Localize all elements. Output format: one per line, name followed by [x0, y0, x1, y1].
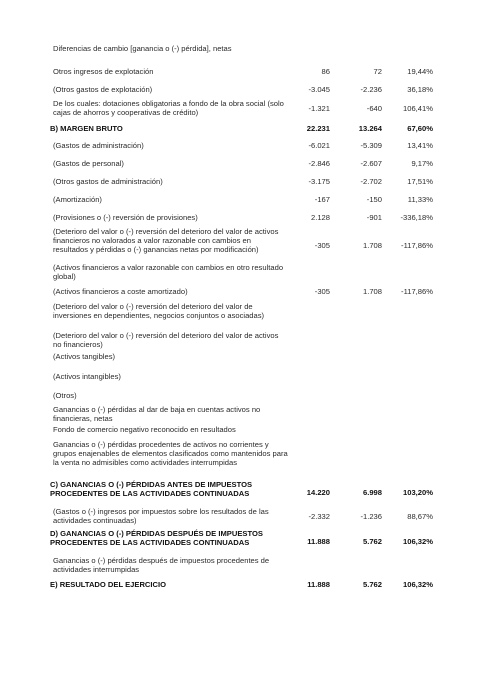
row-label: D) GANANCIAS O (-) PÉRDIDAS DESPUÉS DE IMPUESTOS PROCEDENTES DE LAS ACTIVIDADES CONTINUADAS [50, 529, 263, 547]
row-label: Ganancias o (-) pérdidas al dar de baja en cuentas activos no financieras, netas [53, 405, 261, 423]
value-current-year: 14.220 [306, 488, 330, 497]
row-label: E) RESULTADO DEL EJERCICIO [50, 580, 167, 589]
row-label: Ganancias o (-) pérdidas procedentes de activos no corrientes y grupos enajenables de elementos clasificados como mantenidos para la venta no admisibles como actividades interrumpidas [53, 440, 288, 467]
row-label: (Otros gastos de administración) [53, 177, 163, 186]
row-label: (Otros gastos de explotación) [53, 85, 153, 94]
row-label: (Gastos o (-) ingresos por impuestos sobre los resultados de las actividades continuadas) [53, 507, 269, 525]
row-label: De los cuales: dotaciones obligatorias a fondo de la obra social (solo cajas de ahorros y cooperativas de crédito) [53, 99, 284, 117]
value-current-year: -2.332 [308, 512, 330, 521]
row-label: (Gastos de personal) [53, 159, 124, 168]
row-label: (Amortización) [53, 195, 102, 204]
value-previous-year: -640 [366, 104, 382, 113]
value-current-year: -167 [314, 195, 330, 204]
row-label: (Activos financieros a valor razonable con cambios en otro resultado global) [53, 263, 284, 281]
value-variation: 36,18% [407, 85, 433, 94]
row-label: (Gastos de administración) [53, 141, 144, 150]
value-current-year: -1.321 [308, 104, 330, 113]
value-previous-year: 1.708 [362, 241, 382, 250]
value-previous-year: -5.309 [360, 141, 382, 150]
value-current-year: -305 [314, 287, 330, 296]
value-previous-year: 5.762 [362, 537, 382, 546]
value-variation: 106,32% [403, 580, 433, 589]
value-previous-year: -2.607 [360, 159, 382, 168]
value-previous-year: -901 [366, 213, 382, 222]
value-previous-year: 6.998 [362, 488, 382, 497]
value-previous-year: 72 [373, 67, 382, 76]
value-current-year: 2.128 [310, 213, 330, 222]
value-previous-year: -1.236 [360, 512, 382, 521]
value-variation: 106,32% [403, 537, 433, 546]
value-previous-year: 13.264 [358, 124, 382, 133]
row-label: (Activos intangibles) [53, 372, 121, 381]
value-current-year: -3.175 [308, 177, 330, 186]
row-label: C) GANANCIAS O (-) PÉRDIDAS ANTES DE IMPUESTOS PROCEDENTES DE LAS ACTIVIDADES CONTINUADAS [50, 480, 253, 498]
row-label: (Activos tangibles) [53, 352, 116, 361]
row-label: (Provisiones o (-) reversión de provisiones) [53, 213, 198, 222]
value-previous-year: -2.236 [360, 85, 382, 94]
value-current-year: -6.021 [308, 141, 330, 150]
value-current-year: 11.888 [307, 537, 330, 546]
value-current-year: -3.045 [308, 85, 330, 94]
value-variation: -117,86% [401, 241, 433, 250]
value-current-year: -305 [314, 241, 330, 250]
value-previous-year: -2.702 [360, 177, 382, 186]
row-label: Otros ingresos de explotación [53, 67, 154, 76]
value-current-year: 22.231 [306, 124, 330, 133]
value-variation: 9,17% [411, 159, 433, 168]
value-variation: -336,18% [400, 213, 433, 222]
row-label: Fondo de comercio negativo reconocido en resultados [53, 425, 236, 434]
value-variation: 103,20% [403, 488, 433, 497]
value-variation: 106,41% [403, 104, 433, 113]
value-previous-year: 5.762 [362, 580, 382, 589]
row-label: Diferencias de cambio [ganancia o (-) pérdida], netas [53, 44, 232, 53]
value-current-year: 86 [321, 67, 330, 76]
row-label: (Deterioro del valor o (-) reversión del deterioro del valor de activos financieros no valorados a valor razonable con cambios en resultados y pérdidas o (-) ganancias netas por modificación) [53, 227, 279, 254]
value-variation: 17,51% [407, 177, 433, 186]
value-variation: 67,60% [407, 124, 433, 133]
row-label: B) MARGEN BRUTO [50, 124, 123, 133]
row-label: (Activos financieros a coste amortizado) [53, 287, 188, 296]
row-label: (Deterioro del valor o (-) reversión del deterioro del valor de inversiones en dependientes, negocios conjuntos o asociadas) [53, 302, 265, 320]
row-label: (Deterioro del valor o (-) reversión del deterioro del valor de activos no financieros) [53, 331, 279, 349]
value-variation: -117,86% [401, 287, 433, 296]
value-previous-year: 1.708 [362, 287, 382, 296]
value-previous-year: -150 [366, 195, 382, 204]
value-variation: 13,41% [407, 141, 433, 150]
row-label: Ganancias o (-) pérdidas después de impuestos procedentes de actividades interrumpidas [53, 556, 270, 574]
value-variation: 88,67% [407, 512, 433, 521]
value-current-year: 11.888 [307, 580, 330, 589]
value-current-year: -2.846 [308, 159, 330, 168]
value-variation: 19,44% [407, 67, 433, 76]
row-label: (Otros) [53, 391, 77, 400]
value-variation: 11,33% [407, 195, 433, 204]
